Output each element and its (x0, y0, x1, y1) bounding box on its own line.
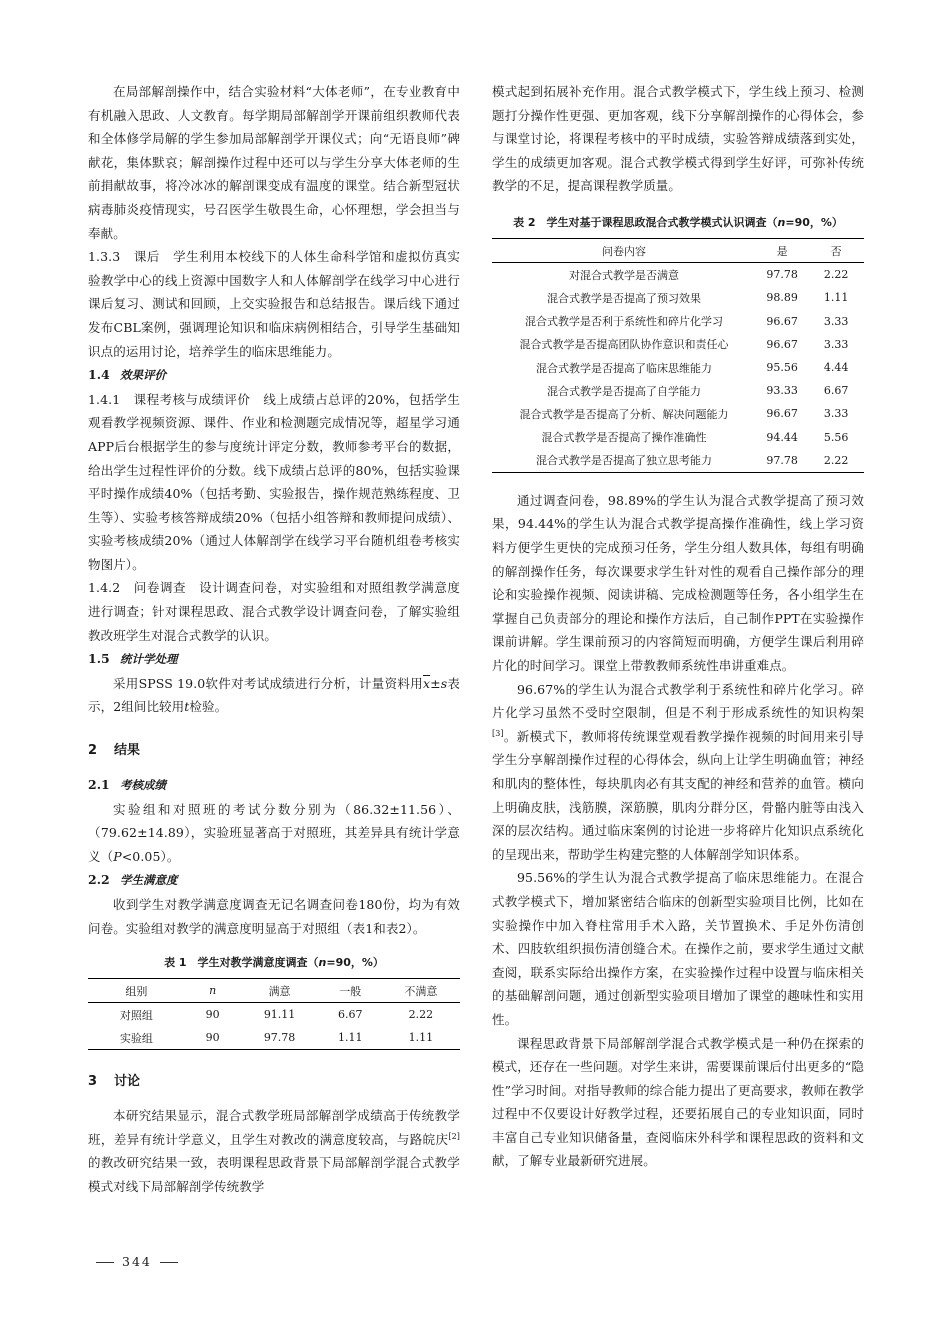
caption-text: 表 2 学生对基于课程思政混合式教学模式认识调查（ (513, 215, 778, 229)
section-text: 线上成绩占总评的20%，包括学生观看教学视频资源、课件、作业和检测题完成情况等，超星学习通APP后台根据学生的参与度统计评定分数，教师参考平台的数据，给出学生过程性评价的分数。线下成绩占总评的80%，包括实验课平时操作成绩40%（包括考勤、实验报告，操作规范熟练程度、卫生等）、实验考核答辩成绩20%（包括小组答辩和教师提问成绩）、实验考核成绩20%（通过人体解剖学在线学习平台随机组卷考核实物图片）。 (88, 391, 460, 572)
caption-text: =90，%） (785, 215, 843, 229)
table-cell: 96.67 (766, 407, 798, 421)
table-header: 组别 (125, 984, 148, 998)
citation-ref: [3] (492, 728, 504, 738)
text: 96.67%的学生认为混合式教学利于系统性和碎片化学习。碎片化学习虽然不受时空限制，但是不利于形成系统性的知识构架 (492, 681, 864, 721)
right-column (492, 80, 864, 1173)
section-title: 学生满意度 (120, 873, 178, 888)
table-cell: 1.11 (337, 1031, 363, 1045)
paragraph-satisfaction: 收到学生对教学满意度调查无记名调查问卷180份，均为有效问卷。实验组对教学的满意度明显高于对照组（表1和表2）。 (88, 897, 460, 936)
n-symbol: n (318, 956, 327, 970)
table-cell: 混合式教学是否提高了操作准确性 (541, 431, 707, 445)
section-title: 课程考核与成绩评价 (133, 391, 251, 407)
table-cell: 95.56 (766, 361, 798, 374)
paragraph-continued: 模式起到拓展补充作用。混合式教学模式下，学生线上预习、检测题打分操作性更强、更加客观，线下分享解剖操作的心得体会，参与课堂讨论，将课程考核中的平时成绩，实验答辩成绩落到实处，学生的成绩更加客观。混合式教学模式得到学生好评，可弥补传统教学的不足，提高课程教学质量。 (492, 84, 864, 194)
table-header: 满意 (268, 984, 291, 998)
paragraph-scores (88, 798, 460, 869)
section-title: 课后 (133, 249, 160, 265)
table-row (492, 310, 864, 333)
text: 。新模式下，教师将传统课堂观看教学操作视频的时间用来引导学生分享解剖操作过程的心得体会，纵向上让学生明确血管；神经和肌肉的整体性，每块肌肉必有其支配的神经和营养的血管。横向上明确皮肤，浅筋膜，深筋膜，肌肉分群分区，骨骼内脏等由浅入深的层次结构。通过临床案例的讨论进一步将碎片化知识点系统化的呈现出来，帮助学生构建完整的人体解剖学知识体系。 (492, 728, 864, 862)
table-cell: 93.33 (766, 384, 798, 398)
table-cell: 2.22 (823, 268, 849, 282)
t-symbol: t (184, 699, 190, 715)
text: 采用SPSS 19.0软件对考试成绩进行分析，计量资料用 (113, 675, 423, 691)
table-cell: 96.67 (766, 337, 798, 351)
paragraph-statistics (88, 672, 460, 719)
section-title: 问卷调查 (133, 580, 187, 596)
table-header: n (209, 984, 217, 998)
section-title: 结果 (114, 743, 141, 759)
section-number: 2.1 (88, 777, 110, 793)
section-number: 1.4 (88, 367, 110, 383)
table-cell: 91.11 (263, 1008, 296, 1022)
caption-text: 表 1 学生对教学满意度调查（ (164, 956, 319, 970)
section-1-4-2 (88, 576, 460, 647)
table-cell: 混合式教学是否提高了独立思考能力 (536, 454, 713, 468)
heading-2 (88, 741, 460, 761)
text: ± (430, 675, 441, 691)
heading-1-5 (88, 647, 460, 672)
table-cell: 对照组 (119, 1008, 153, 1022)
table-cell: 96.67 (766, 314, 798, 328)
table-header: 问卷内容 (602, 244, 647, 258)
table-row (492, 402, 864, 425)
section-number: 1.4.1 (88, 391, 121, 407)
table-cell: 90 (205, 1031, 220, 1045)
table-cell: 3.33 (823, 314, 849, 328)
section-number: 1.3.3 (88, 249, 121, 265)
section-number: 2 (88, 743, 98, 759)
table-cell: 1.11 (408, 1031, 434, 1045)
table-cell: 1.11 (823, 291, 849, 305)
table-2 (492, 238, 864, 473)
table-row (492, 449, 864, 473)
x-bar: $\overline{x}$ (422, 675, 431, 691)
table-cell: 90 (205, 1008, 220, 1022)
table-cell: 混合式教学是否利于系统性和碎片化学习 (525, 315, 724, 329)
footer-dash (96, 1262, 114, 1263)
paragraph-problems: 课程思政背景下局部解剖学混合式教学模式是一种仍在探索的模式，还存在一些问题。对学生来讲，需要课前课后付出更多的“隐性”学习时间。对指导教师的综合能力提出了更高要求，教师在教学过程中不仅要设计好教学过程，还要拓展自己的专业知识面，同时丰富自己专业知识储备量，查阅临床外科学和课程思政的资料和文献，了解专业最新研究进展。 (492, 1035, 864, 1169)
table-cell: 97.78 (766, 453, 798, 467)
table-cell: 混合式教学是否提高团队协作意识和责任心 (519, 338, 729, 352)
heading-2-1 (88, 773, 460, 798)
table-row (492, 425, 864, 448)
section-title: 效果评价 (120, 368, 166, 383)
table-header: 否 (830, 244, 842, 258)
text: 表示，2组间比较用 (88, 675, 460, 715)
table-header: 是 (776, 244, 788, 258)
section-number: 1.5 (88, 651, 110, 667)
table-header: 一般 (339, 984, 362, 998)
section-text: 设计调查问卷，对实验组和对照组教学满意度进行调查；针对课程思政、混合式教学设计调查问卷，了解实验组教改班学生对混合式教学的认识。 (88, 580, 460, 643)
footer-dash (160, 1262, 178, 1263)
table-cell: 混合式教学是否提高了分析、解决问题能力 (519, 407, 729, 421)
s-symbol: s (440, 675, 448, 691)
table-row (88, 1003, 460, 1027)
citation-ref: [2] (448, 1131, 460, 1141)
section-number: 3 (88, 1074, 98, 1090)
heading-2-2 (88, 868, 460, 893)
heading-1-4 (88, 363, 460, 388)
p-symbol: P (113, 848, 122, 864)
caption-text: =90，%） (326, 956, 384, 970)
table-cell: 混合式教学是否提高了预习效果 (547, 291, 702, 305)
page-footer (88, 1254, 186, 1269)
section-title: 讨论 (114, 1074, 141, 1090)
table-cell: 5.56 (823, 430, 849, 444)
table-cell: 98.89 (766, 291, 798, 305)
table-row (492, 356, 864, 379)
section-number: 1.4.2 (88, 580, 121, 596)
table-2-caption (492, 214, 864, 232)
text: <0.05）。 (121, 848, 180, 864)
table-row (492, 263, 864, 287)
section-1-3-3 (88, 245, 460, 363)
text: 检验。 (189, 699, 228, 715)
table-cell: 6.67 (823, 384, 849, 398)
table-cell: 6.67 (337, 1008, 363, 1022)
table-cell: 3.33 (823, 407, 849, 421)
paragraph-survey: 通过调查问卷，98.89%的学生认为混合式教学提高了预习效果，94.44%的学生认为混合式教学提高操作准确性，线上学习资料方便学生更快的完成预习任务，学生分组人数具体，每组有明确的解剖操作任务，每次课要求学生针对性的观看自己操作部分的理论和实验操作视频、阅读讲稿、完成检测题等任务，各小组学生在掌握自己负责部分的理论和操作方法后，自己制作PPT在实验操作课前讲解。学生课前预习的内容简短而明确，方便学生课后利用碎片化的时间学习。课堂上带教教师系统性串讲重难点。 (492, 492, 864, 673)
page-number: 344 (122, 1254, 152, 1269)
table-1-caption (88, 954, 460, 972)
table-cell: 实验组 (119, 1031, 153, 1045)
table-cell: 3.33 (823, 337, 849, 351)
section-title: 统计学处理 (120, 652, 178, 667)
paragraph-discussion-1 (88, 1104, 460, 1198)
table-header-row (88, 979, 460, 1003)
table-row (492, 286, 864, 309)
section-text: 学生利用本校线下的人体生命科学馆和虚拟仿真实验教学中心的线上资源中国数字人和人体解剖学在线学习中心进行课后复习、测试和回顾，上交实验报告和总结报告。课后线下通过发布CBL案例，强调理论知识和临床病例相结合，引导学生基础知识点的运用讨论，培养学生的临床思维能力。 (88, 249, 461, 359)
paragraph-clinical-thinking: 95.56%的学生认为混合式教学提高了临床思维能力。在混合式教学模式下，增加紧密结合临床的创新型实验项目比例，比如在实验操作中加入脊柱常用手术入路，关节置换术、手足外伤清创术、四肢软组织损伤清创缝合术。在操作之前，要求学生通过文献查阅，联系实际给出操作方案，在实验操作过程中设置与临床相关的基础解剖问题，通过创新型实验项目增加了课堂的趣味性和实用性。 (492, 870, 864, 1027)
left-column (88, 80, 460, 1199)
heading-3 (88, 1072, 460, 1092)
table-cell: 2.22 (823, 453, 849, 467)
section-1-4-1 (88, 388, 460, 577)
section-number: 2.2 (88, 872, 110, 888)
paragraph-intro: 在局部解剖操作中，结合实验材料“大体老师”，在专业教育中有机融入思政、人文教育。每学期局部解剖学开课前组织教师代表和全体修学局解的学生参加局部解剖学开课仪式；向“无语良师”碑献花，集体默哀；解剖操作过程中还可以与学生分享大体老师的生前捐献故事，将冷冰冰的解剖课变成有温度的课堂。结合新型冠状病毒肺炎疫情现实，号召医学生敬畏生命，心怀理想，学会担当与奉献。 (88, 84, 460, 241)
table-header-row (492, 238, 864, 262)
table-row (492, 379, 864, 402)
table-cell: 97.78 (766, 268, 798, 282)
table-cell: 97.78 (263, 1031, 296, 1045)
text: 实验组和对照班的考试分数分别为（86.32±11.56）、（79.62±14.89），实验班显著高于对照班，其差异具有统计学意义（ (88, 801, 460, 864)
table-cell: 对混合式教学是否满意 (569, 268, 680, 282)
n-symbol: n (777, 215, 786, 229)
table-cell: 4.44 (823, 361, 849, 374)
text: 本研究结果显示，混合式教学班局部解剖学成绩高于传统教学班，差异有统计学意义，且学生对教改的满意度较高，与路皖庆 (88, 1108, 460, 1147)
table-header: 不满意 (404, 984, 438, 998)
paragraph-fragment-learning (492, 678, 864, 867)
section-title: 考核成绩 (120, 778, 166, 793)
table-cell: 混合式教学是否提高了自学能力 (547, 384, 702, 398)
table-1 (88, 978, 460, 1050)
text: 的教改研究结果一致，表明课程思政背景下局部解剖学混合式教学模式对线下局部解剖学传统教学 (88, 1155, 460, 1194)
table-row (492, 333, 864, 356)
table-cell: 2.22 (408, 1008, 434, 1022)
table-cell: 94.44 (766, 430, 798, 444)
table-row (88, 1026, 460, 1050)
table-cell: 混合式教学是否提高了临床思维能力 (536, 361, 713, 375)
